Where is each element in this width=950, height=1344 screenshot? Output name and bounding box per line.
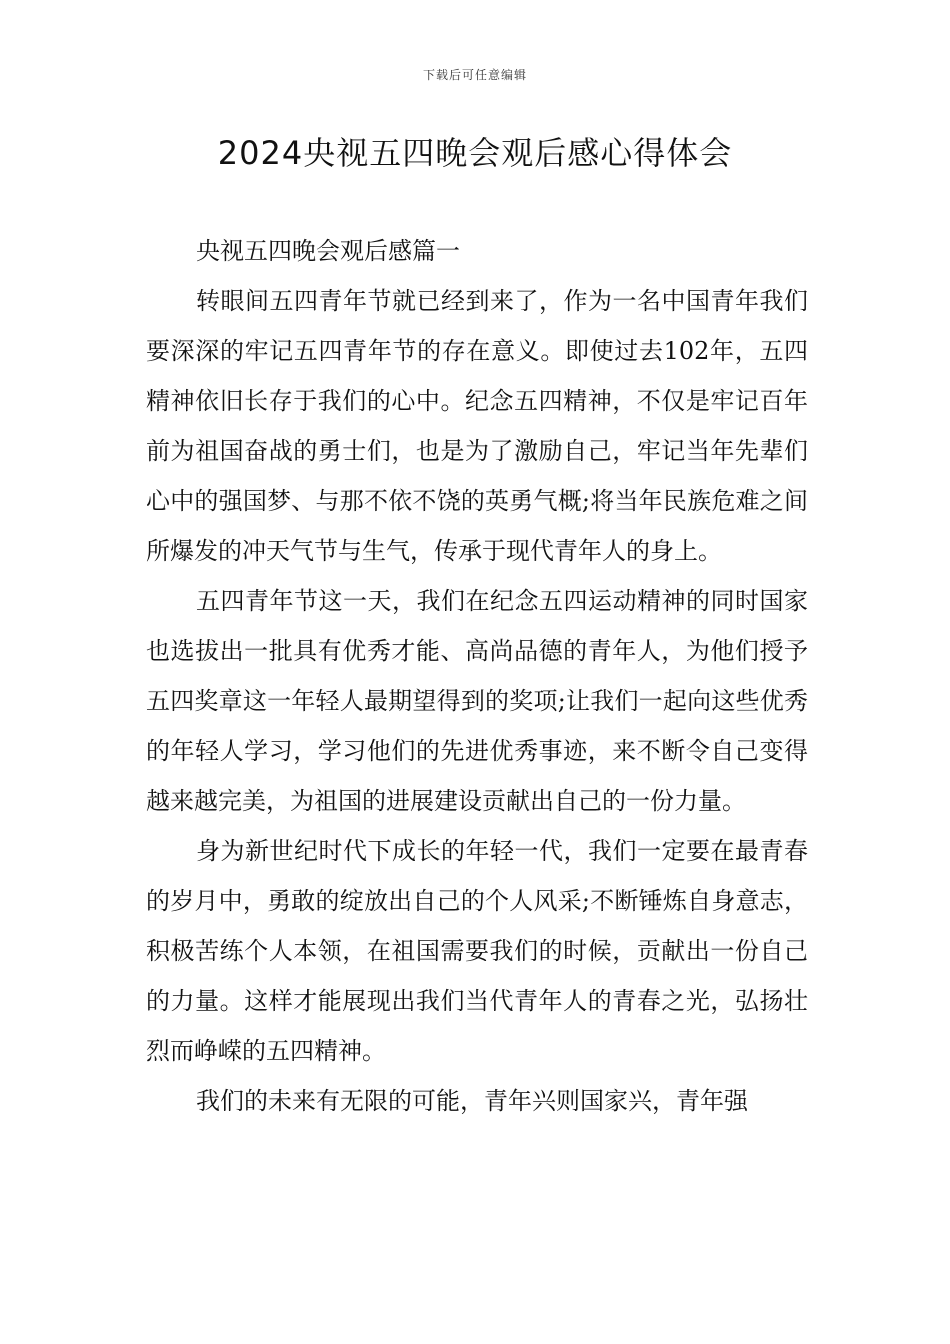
document-body xyxy=(146,226,808,1126)
paragraph-2: 五四青年节这一天，我们在纪念五四运动精神的同时国家也选拔出一批具有优秀才能、高尚品德的青年人，为他们授予五四奖章这一年轻人最期望得到的奖项;让我们一起向这些优秀的年轻人学习，学习他们的先进优秀事迹，来不断令自己变得越来越完美，为祖国的进展建设贡献出自己的一份力量。 xyxy=(146,587,808,815)
paragraph-4: 我们的未来有无限的可能，青年兴则国家兴，青年强 xyxy=(196,1087,748,1115)
page-header-note: 下载后可任意编辑 xyxy=(422,68,527,82)
section-heading: 央视五四晚会观后感篇一 xyxy=(196,237,460,265)
paragraph-1: 转眼间五四青年节就已经到来了，作为一名中国青年我们要深深的牢记五四青年节的存在意义。即使过去102年，五四精神依旧长存于我们的心中。纪念五四精神，不仅是牢记百年前为祖国奋战的勇士们，也是为了激励自己，牢记当年先辈们心中的强国梦、与那不依不饶的英勇气概;将当年民族危难之间所爆发的冲天气节与生气，传承于现代青年人的身上。 xyxy=(146,287,808,565)
document-title: 2024央视五四晚会观后感心得体会 xyxy=(217,134,733,172)
paragraph-3: 身为新世纪时代下成长的年轻一代，我们一定要在最青春的岁月中，勇敢的绽放出自己的个人风采;不断锤炼自身意志，积极苦练个人本领，在祖国需要我们的时候，贡献出一份自己的力量。这样才能展现出我们当代青年人的青春之光，弘扬壮烈而峥嵘的五四精神。 xyxy=(146,837,808,1065)
